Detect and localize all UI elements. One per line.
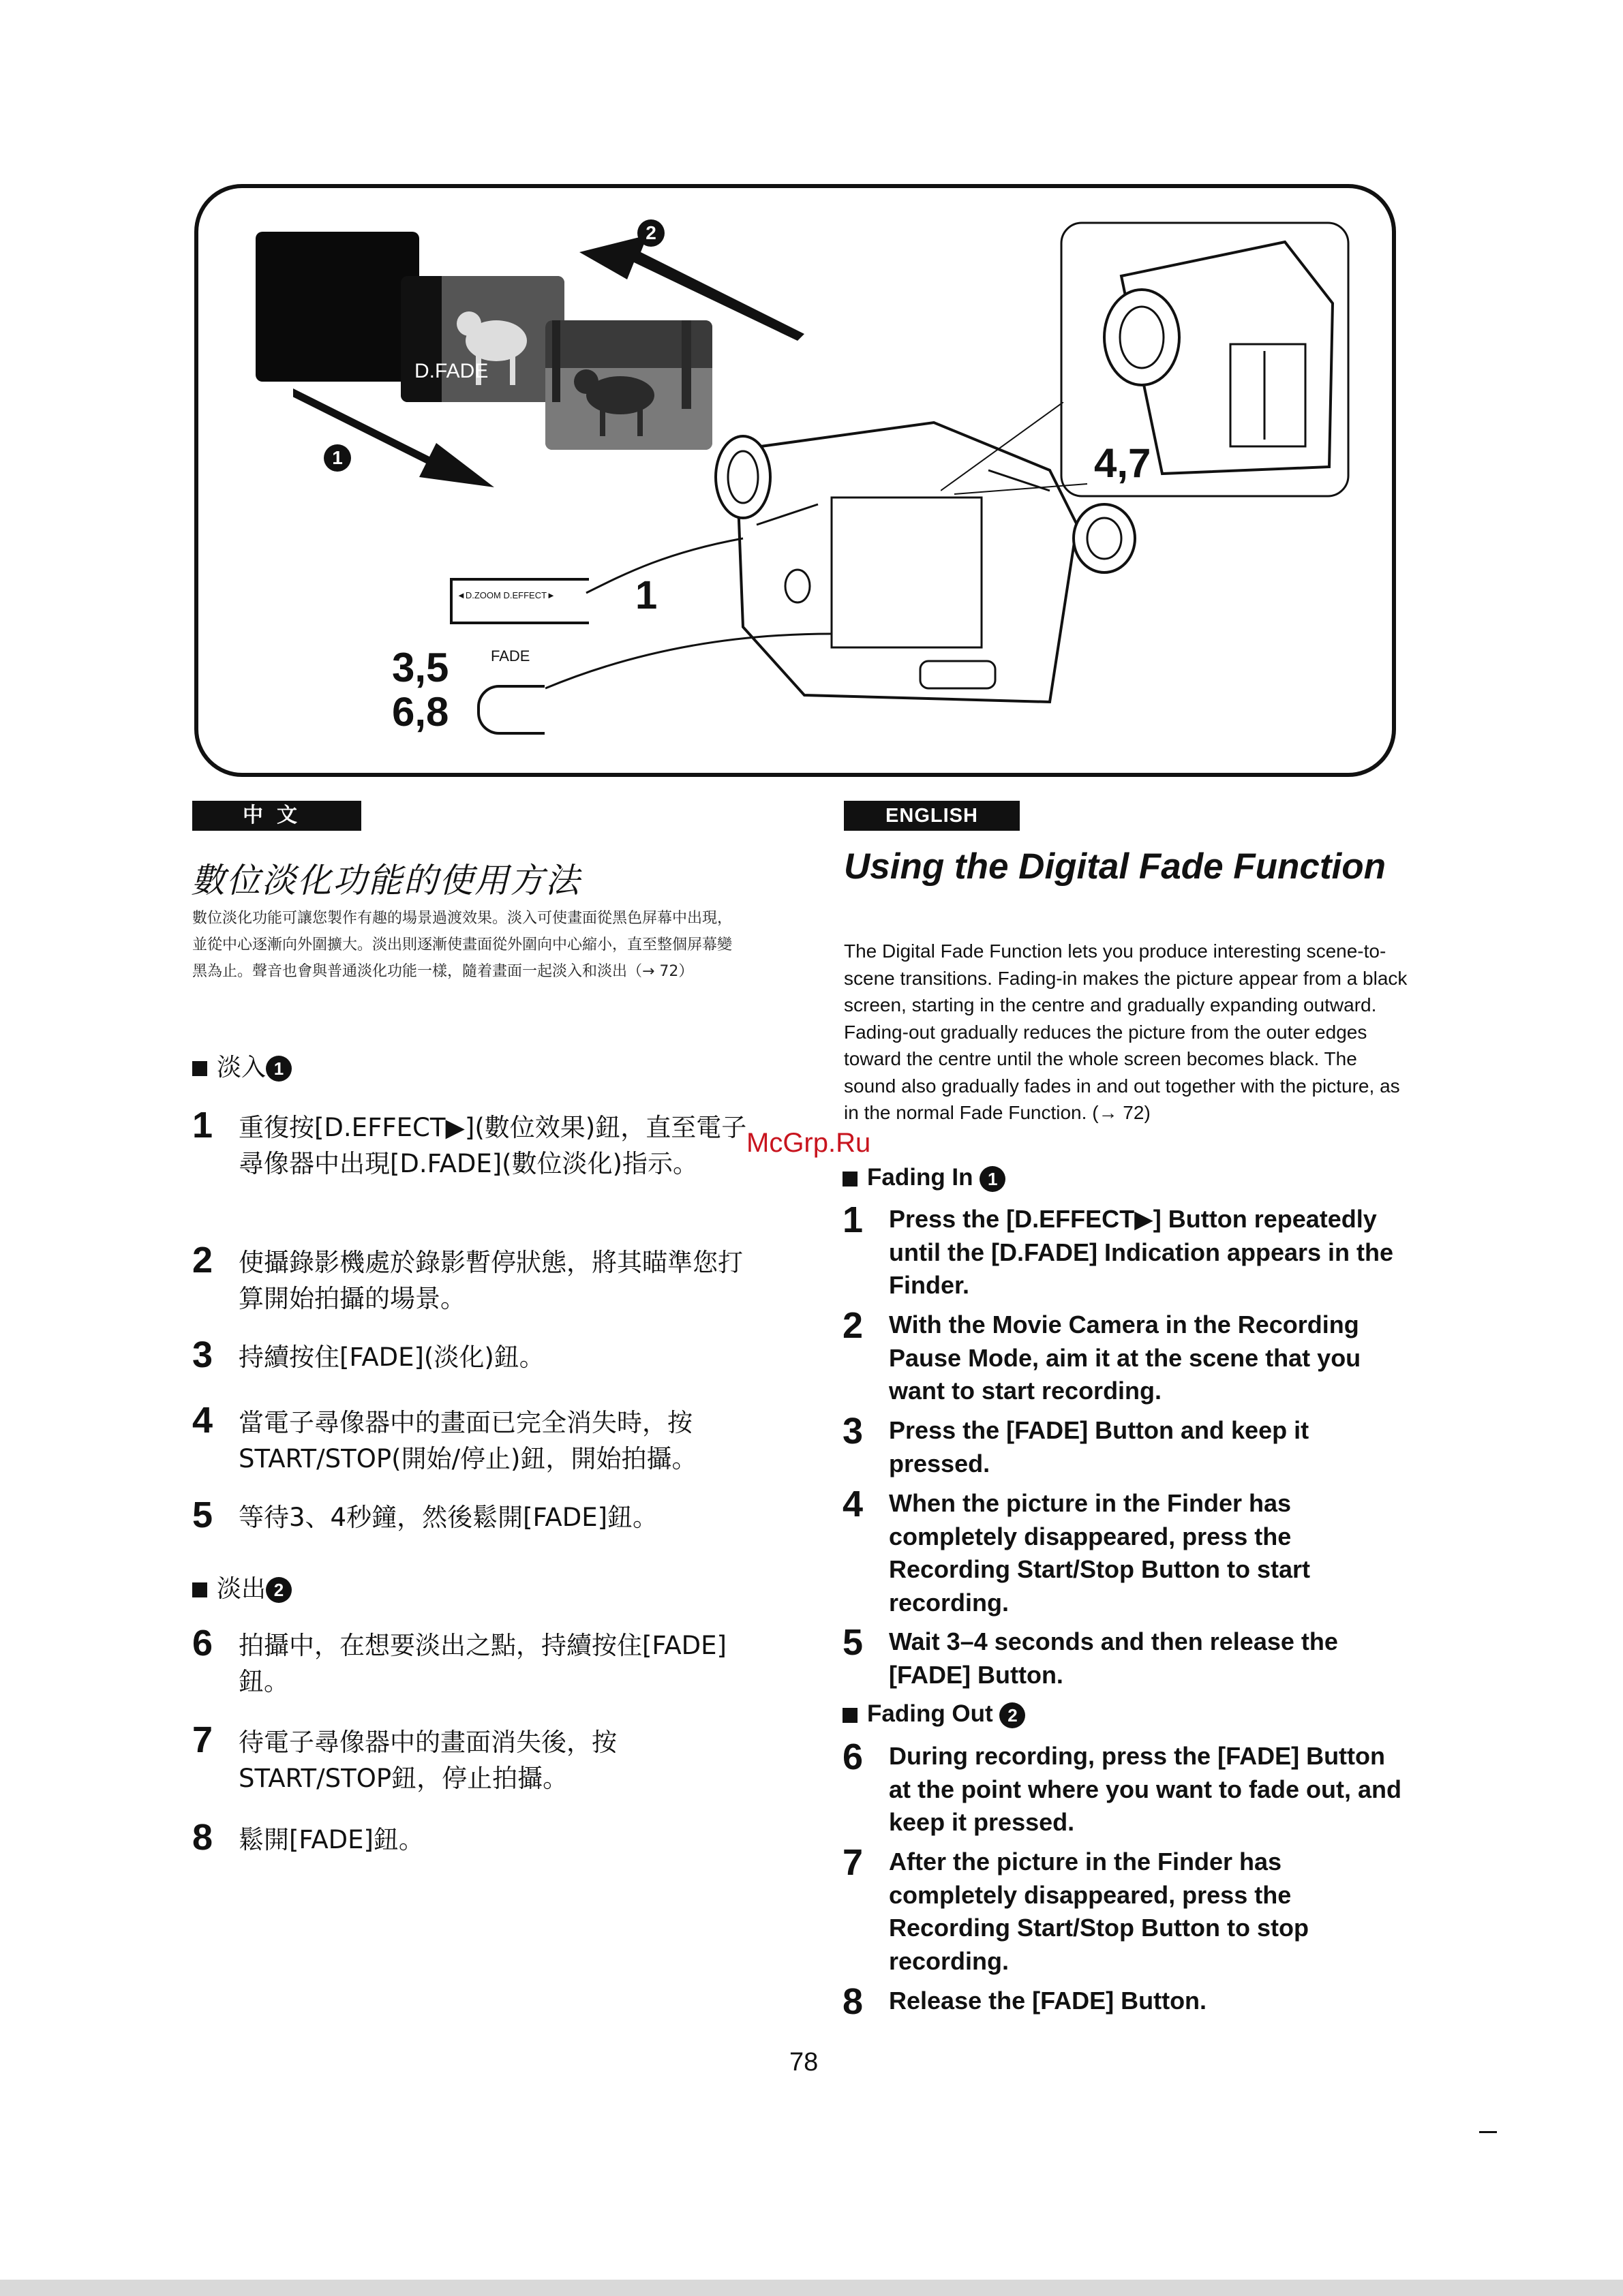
step-number: 8: [192, 1817, 213, 1858]
step-number: 7: [843, 1842, 864, 1883]
fade-in-arrow-icon: [293, 382, 498, 498]
step-number: 3: [192, 1334, 213, 1375]
step-text: 使攝錄影機處於錄影暫停狀態，將其瞄準您打算開始拍攝的場景。: [239, 1248, 743, 1313]
fade-out-arrow-icon: [579, 232, 811, 348]
step-text: When the picture in the Finder has completely disappeared, press the Recording Start/Stop Button to start recording.: [889, 1489, 1310, 1617]
step-text: With the Movie Camera in the Recording Pause Mode, aim it at the scene that you want to start recording.: [889, 1311, 1361, 1405]
step-text: After the picture in the Finder has completely disappeared, press the Recording Start/Stop Button to stop recording.: [889, 1848, 1309, 1975]
heading-text: Fading In: [867, 1164, 973, 1191]
step-text: 當電子尋像器中的畫面已完全消失時，按START/STOP(開始/停止)鈕，開始拍攝。: [239, 1408, 697, 1473]
step-number: 5: [192, 1495, 213, 1535]
step-number: 3: [843, 1411, 864, 1452]
d-effect-button-label: ◄D.ZOOM D.EFFECT►: [457, 590, 556, 600]
fade-button-label: FADE: [491, 647, 530, 664]
chinese-title: 數位淡化功能的使用方法: [191, 861, 581, 900]
chinese-section-tag: 中文: [192, 801, 361, 831]
english-title: Using the Digital Fade Function: [844, 846, 1386, 887]
heading-text: Fading Out: [867, 1700, 993, 1727]
watermark-link[interactable]: McGrp.Ru: [746, 1128, 871, 1158]
circle-2-icon: 2: [266, 1577, 292, 1603]
step-text: Wait 3–4 seconds and then release the [FADE] Button.: [889, 1627, 1338, 1689]
step-text: 待電子尋像器中的畫面消失後，按START/STOP鈕，停止拍攝。: [239, 1728, 617, 1793]
step-number: 1: [843, 1199, 864, 1240]
step-number: 2: [192, 1240, 213, 1281]
leader-lines: [545, 532, 859, 736]
circle-1-icon: 1: [980, 1166, 1005, 1192]
english-section-tag: ENGLISH: [844, 801, 1020, 831]
step-number: 4: [843, 1484, 864, 1525]
square-bullet-icon: [843, 1172, 858, 1187]
step-text: Release the [FADE] Button.: [889, 1987, 1207, 2015]
step-text: 拍攝中，在想要淡出之點，持續按住[FADE]鈕。: [239, 1631, 727, 1696]
step-text: Press the [FADE] Button and keep it pressed.: [889, 1416, 1309, 1478]
chinese-intro: 數位淡化功能可讓您製作有趣的場景過渡效果。淡入可使畫面從黑色屏幕中出現，並從中心逐漸向外圍擴大。淡出則逐漸使畫面從外圍向中心縮小，直至整個屏幕變黑為止。聲音也會與普通淡化功能一樣，隨着畫面一起淡入和淡出（→ 72）: [192, 910, 733, 980]
step-number: 5: [843, 1622, 864, 1663]
corner-mark: [1479, 2131, 1497, 2133]
step-number: 4: [192, 1400, 213, 1441]
callout-steps-6-8: 6,8: [392, 689, 449, 735]
heading-text: 淡入: [217, 1054, 267, 1082]
black-screen-frame: [256, 232, 419, 382]
english-intro: The Digital Fade Function lets you produce interesting scene-to-scene transitions. Fading-in makes the picture appear from a black screen, starting in the centre and gradually expanding outward. Fading-out gradually reduces the picture from the outer edges toward the centre until the whole screen becomes black. The sound also gradually fades in and out together with the picture, as in the normal Fade Function. (→ 72): [844, 940, 1408, 1123]
step-number: 1: [192, 1105, 213, 1146]
d-fade-screen-label: D.FADE: [414, 360, 489, 382]
chinese-fade-in-heading: [192, 1048, 292, 1083]
step-text: During recording, press the [FADE] Button at the point where you want to fade out, and keep it pressed.: [889, 1742, 1402, 1836]
english-fade-in-heading: [843, 1164, 1005, 1192]
fade-button-outline: [477, 685, 545, 735]
english-fade-out-heading: [843, 1700, 1025, 1728]
scan-footer-bar: [0, 2280, 1623, 2296]
chinese-fade-out-heading: [192, 1570, 292, 1604]
callout-steps-4-7: 4,7: [1094, 440, 1151, 486]
step-text: 鬆開[FADE]鈕。: [239, 1825, 424, 1854]
fade-out-marker: 2: [637, 219, 665, 247]
step-number: 8: [843, 1981, 864, 2022]
square-bullet-icon: [192, 1582, 207, 1597]
step-text: Press the [D.EFFECT▶] Button repeatedly until the [D.FADE] Indication appears in the Finder.: [889, 1205, 1394, 1299]
page-number: 78: [789, 2048, 819, 2077]
step-number: 6: [192, 1623, 213, 1664]
circle-2-icon: 2: [999, 1702, 1025, 1728]
step-text: 重復按[D.EFFECT▶](數位效果)鈕，直至電子尋像器中出現[D.FADE](數位淡化)指示。: [239, 1113, 747, 1178]
callout-steps-3-5: 3,5: [392, 645, 449, 690]
square-bullet-icon: [843, 1708, 858, 1723]
step-text: 持續按住[FADE](淡化)鈕。: [239, 1343, 545, 1372]
step-number: 7: [192, 1719, 213, 1760]
step-number: 2: [843, 1305, 864, 1346]
heading-text: 淡出: [217, 1575, 267, 1603]
step-text: 等待3、4秒鐘，然後鬆開[FADE]鈕。: [239, 1503, 658, 1532]
inset-leader-lines: [941, 402, 1091, 498]
fade-in-marker: 1: [324, 444, 351, 472]
callout-step-1: 1: [635, 573, 658, 617]
step-number: 6: [843, 1736, 864, 1777]
square-bullet-icon: [192, 1061, 207, 1076]
circle-1-icon: 1: [266, 1056, 292, 1082]
